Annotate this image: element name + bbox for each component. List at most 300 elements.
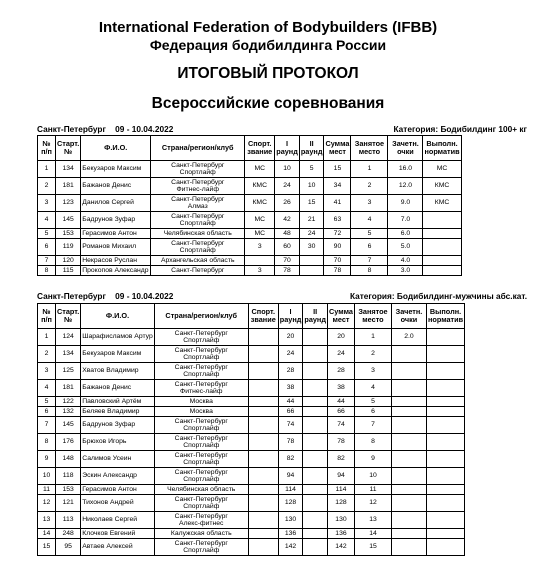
column-header: I раунд <box>275 136 300 161</box>
club-line: Спортлайф <box>183 425 220 432</box>
cell-place: 15 <box>354 539 391 556</box>
cell-sum: 74 <box>327 417 354 434</box>
cell-start: 119 <box>56 239 81 256</box>
cell-r2: 5 <box>299 161 324 178</box>
cell-place: 8 <box>354 434 391 451</box>
cell-r1: 114 <box>278 485 303 495</box>
cell-place: 6 <box>354 407 391 417</box>
cell-points <box>391 451 426 468</box>
cell-sum: 41 <box>324 195 351 212</box>
cell-place: 10 <box>354 468 391 485</box>
cell-club <box>154 512 248 529</box>
club-line: Спортлайф <box>183 354 220 361</box>
cell-start: 121 <box>56 495 81 512</box>
cell-name: Автаев Алексей <box>81 539 155 556</box>
cell-n: 7 <box>38 256 56 266</box>
cell-start: 115 <box>56 266 81 276</box>
cell-rank: МС <box>245 212 275 229</box>
table-row <box>38 512 465 529</box>
cell-club <box>154 485 248 495</box>
cell-r1: 66 <box>278 407 303 417</box>
column-header: I раунд <box>278 304 303 329</box>
cell-points: 3.0 <box>388 266 423 276</box>
cell-rank <box>248 397 278 407</box>
cell-place: 1 <box>351 161 388 178</box>
cell-name: Бажанов Денис <box>81 178 151 195</box>
cell-club <box>151 229 245 239</box>
cell-r2 <box>303 539 328 556</box>
cell-start: 145 <box>56 212 81 229</box>
table-row <box>38 229 462 239</box>
cell-name: Некрасов Руслан <box>81 256 151 266</box>
cell-r2 <box>299 256 324 266</box>
club-line: Спортлайф <box>179 247 216 254</box>
results-table-100plus <box>37 135 462 276</box>
cell-r2 <box>303 407 328 417</box>
cell-place: 4 <box>351 212 388 229</box>
table-row <box>38 529 465 539</box>
cell-place: 3 <box>351 195 388 212</box>
cell-norm <box>426 451 464 468</box>
cell-place: 5 <box>354 397 391 407</box>
cell-place: 13 <box>354 512 391 529</box>
column-header: Страна/регион/клуб <box>154 304 248 329</box>
cell-sum: 78 <box>327 434 354 451</box>
cell-norm <box>426 329 464 346</box>
club-line: Санкт-Петербург <box>174 451 228 459</box>
cell-norm <box>426 417 464 434</box>
cell-rank <box>248 380 278 397</box>
club-line: Москва <box>189 397 213 405</box>
cell-r2: 24 <box>299 229 324 239</box>
table-header-row <box>38 304 465 329</box>
competition-title: Всероссийские соревнования <box>151 95 385 112</box>
cell-points <box>391 417 426 434</box>
cell-name: Бажанов Денис <box>81 380 155 397</box>
table-row <box>38 239 462 256</box>
cell-start: 132 <box>56 407 81 417</box>
cell-name: Николаев Сергей <box>81 512 155 529</box>
cell-rank: КМС <box>245 195 275 212</box>
cell-points <box>391 529 426 539</box>
cell-club <box>154 329 248 346</box>
cell-sum: 44 <box>327 397 354 407</box>
cell-r1: 136 <box>278 529 303 539</box>
cell-points: 6.0 <box>388 229 423 239</box>
cell-n: 5 <box>38 397 56 407</box>
cell-rank <box>248 346 278 363</box>
cell-sum: 20 <box>327 329 354 346</box>
cell-norm <box>426 397 464 407</box>
cell-club <box>151 195 245 212</box>
cell-points: 2.0 <box>391 329 426 346</box>
cell-r1: 38 <box>278 380 303 397</box>
cell-start: 248 <box>56 529 81 539</box>
column-header: II раунд <box>303 304 328 329</box>
table-row <box>38 346 465 363</box>
cell-place: 14 <box>354 529 391 539</box>
cell-points <box>391 434 426 451</box>
cell-r1: 24 <box>275 178 300 195</box>
cell-n: 13 <box>38 512 56 529</box>
federation-title-ru: Федерация бодибилдинга России <box>149 37 387 53</box>
cell-points <box>391 363 426 380</box>
cell-sum: 94 <box>327 468 354 485</box>
cell-start: 122 <box>56 397 81 407</box>
cell-r2: 30 <box>299 239 324 256</box>
cell-r2 <box>303 451 328 468</box>
cell-sum: 38 <box>327 380 354 397</box>
cell-start: 153 <box>56 229 81 239</box>
cell-place: 11 <box>354 485 391 495</box>
cell-norm <box>426 468 464 485</box>
cell-n: 14 <box>38 529 56 539</box>
cell-norm <box>423 229 461 239</box>
cell-place: 2 <box>351 178 388 195</box>
cell-place: 1 <box>354 329 391 346</box>
cell-name: Данилов Сергей <box>81 195 151 212</box>
cell-place: 4 <box>354 380 391 397</box>
cell-club <box>154 468 248 485</box>
cell-n: 7 <box>38 417 56 434</box>
cell-club <box>154 397 248 407</box>
table-row <box>38 380 465 397</box>
cell-n: 9 <box>38 451 56 468</box>
cell-points: 7.0 <box>388 212 423 229</box>
club-line: Санкт-Петербург <box>174 495 228 503</box>
cell-points: 9.0 <box>388 195 423 212</box>
cell-norm <box>426 485 464 495</box>
table-row <box>38 485 465 495</box>
cell-club <box>154 380 248 397</box>
cell-r1: 128 <box>278 495 303 512</box>
table-row <box>38 178 462 195</box>
cell-place: 7 <box>354 417 391 434</box>
column-header: Старт. № <box>56 136 81 161</box>
column-header: Зачетн. очки <box>388 136 423 161</box>
cell-start: 118 <box>56 468 81 485</box>
cell-norm <box>426 434 464 451</box>
cell-points <box>391 397 426 407</box>
cell-name: Брюхов Игорь <box>81 434 155 451</box>
cell-name: Салимов Усеин <box>81 451 155 468</box>
cell-points <box>391 512 426 529</box>
cell-club <box>151 161 245 178</box>
cell-r2 <box>299 266 324 276</box>
cell-rank <box>248 434 278 451</box>
cell-rank <box>248 539 278 556</box>
cell-rank <box>248 407 278 417</box>
cell-n: 12 <box>38 495 56 512</box>
section1-info <box>37 124 527 134</box>
cell-name: Бадрунов Зуфар <box>81 212 151 229</box>
cell-start: 134 <box>56 161 81 178</box>
column-header: Старт. № <box>56 304 81 329</box>
club-line: Санкт-Петербург <box>174 417 228 425</box>
cell-r1: 94 <box>278 468 303 485</box>
cell-start: 95 <box>56 539 81 556</box>
cell-name: Бекузаров Максим <box>81 161 151 178</box>
cell-n: 3 <box>38 195 56 212</box>
cell-points <box>391 539 426 556</box>
club-line: Спортлайф <box>183 503 220 510</box>
cell-r1: 82 <box>278 451 303 468</box>
cell-sum: 72 <box>324 229 351 239</box>
cell-norm <box>423 266 461 276</box>
club-line: Спортлайф <box>183 442 220 449</box>
cell-start: 153 <box>56 485 81 495</box>
cell-start: 176 <box>56 434 81 451</box>
section2-info <box>37 291 527 301</box>
cell-club <box>154 529 248 539</box>
cell-r2: 10 <box>299 178 324 195</box>
section1-category: Категория: Бодибилдинг 100+ кг <box>393 124 527 134</box>
cell-place: 5 <box>351 229 388 239</box>
cell-norm <box>426 539 464 556</box>
club-line: Санкт-Петербург <box>171 195 225 203</box>
cell-n: 4 <box>38 380 56 397</box>
column-header: № п/п <box>38 304 56 329</box>
cell-points <box>391 380 426 397</box>
cell-rank <box>248 512 278 529</box>
cell-sum: 136 <box>327 529 354 539</box>
cell-norm: МС <box>423 161 461 178</box>
cell-r1: 60 <box>275 239 300 256</box>
cell-place: 6 <box>351 239 388 256</box>
cell-n: 1 <box>38 329 56 346</box>
cell-rank: МС <box>245 229 275 239</box>
cell-club <box>151 178 245 195</box>
cell-r2 <box>303 468 328 485</box>
table-row <box>38 212 462 229</box>
cell-sum: 142 <box>327 539 354 556</box>
column-header: Занятое место <box>351 136 388 161</box>
cell-rank <box>248 329 278 346</box>
cell-start: 120 <box>56 256 81 266</box>
cell-n: 5 <box>38 229 56 239</box>
cell-sum: 70 <box>324 256 351 266</box>
cell-name: Бадрунов Зуфар <box>81 417 155 434</box>
cell-r1: 20 <box>278 329 303 346</box>
cell-start: 123 <box>56 195 81 212</box>
cell-club <box>154 539 248 556</box>
cell-r1: 78 <box>275 266 300 276</box>
cell-r2 <box>303 380 328 397</box>
club-line: Санкт-Петербург <box>171 178 225 186</box>
table-row <box>38 407 465 417</box>
cell-rank <box>248 451 278 468</box>
club-line: Санкт-Петербург <box>174 363 228 371</box>
cell-rank <box>248 468 278 485</box>
cell-r2 <box>303 495 328 512</box>
club-line: Санкт-Петербург <box>171 212 225 220</box>
club-line: Спортлайф <box>183 371 220 378</box>
cell-norm <box>426 512 464 529</box>
column-header: Спорт. звание <box>245 136 275 161</box>
column-header: Сумма мест <box>327 304 354 329</box>
cell-sum: 128 <box>327 495 354 512</box>
cell-sum: 34 <box>324 178 351 195</box>
cell-r2 <box>303 417 328 434</box>
cell-start: 113 <box>56 512 81 529</box>
cell-r2 <box>303 485 328 495</box>
club-line: Архангельская область <box>160 256 235 264</box>
club-line: Спортлайф <box>183 547 220 554</box>
column-header: Выполн. норматив <box>426 304 464 329</box>
cell-name: Беляев Владимир <box>81 407 155 417</box>
column-header: Спорт. звание <box>248 304 278 329</box>
cell-r2 <box>303 512 328 529</box>
cell-r2: 15 <box>299 195 324 212</box>
table-header-row <box>38 136 462 161</box>
cell-n: 3 <box>38 363 56 380</box>
cell-r1: 26 <box>275 195 300 212</box>
cell-name: Бекузаров Максим <box>81 346 155 363</box>
club-line: Санкт-Петербург <box>171 161 225 169</box>
table-row <box>38 539 465 556</box>
cell-club <box>151 266 245 276</box>
cell-points: 4.0 <box>388 256 423 266</box>
cell-name: Павловский Артём <box>81 397 155 407</box>
cell-rank: 3 <box>245 266 275 276</box>
cell-sum: 28 <box>327 363 354 380</box>
cell-norm <box>426 346 464 363</box>
cell-rank: КМС <box>245 178 275 195</box>
cell-norm <box>426 363 464 380</box>
cell-place: 12 <box>354 495 391 512</box>
cell-points: 12.0 <box>388 178 423 195</box>
cell-points: 5.0 <box>388 239 423 256</box>
club-line: Алмаз <box>187 203 208 210</box>
federation-title-en: International Federation of Bodybuilders (IFBB) <box>98 19 438 36</box>
cell-points: 16.0 <box>388 161 423 178</box>
club-line: Санкт-Петербург <box>174 329 228 337</box>
cell-n: 4 <box>38 212 56 229</box>
club-line: Москва <box>189 407 213 415</box>
cell-club <box>154 495 248 512</box>
cell-n: 15 <box>38 539 56 556</box>
cell-norm <box>426 380 464 397</box>
club-line: Спортлайф <box>183 459 220 466</box>
table-row <box>38 434 465 451</box>
cell-name: Романов Михаил <box>81 239 151 256</box>
club-line: Санкт-Петербург <box>174 512 228 520</box>
column-header: Зачетн. очки <box>391 304 426 329</box>
column-header: № п/п <box>38 136 56 161</box>
cell-rank <box>248 495 278 512</box>
column-header: Выполн. норматив <box>423 136 461 161</box>
column-header: Ф.И.О. <box>81 304 155 329</box>
cell-r1: 70 <box>275 256 300 266</box>
cell-club <box>154 407 248 417</box>
cell-name: Прокопов Александр <box>81 266 151 276</box>
cell-r2 <box>303 529 328 539</box>
table-row <box>38 329 465 346</box>
protocol-title: ИТОГОВЫЙ ПРОТОКОЛ <box>177 65 359 82</box>
club-line: Спортлайф <box>183 337 220 344</box>
cell-norm <box>423 256 461 266</box>
cell-sum: 15 <box>324 161 351 178</box>
club-line: Санкт-Петербург <box>174 434 228 442</box>
table-row <box>38 417 465 434</box>
table-row <box>38 363 465 380</box>
section1-place-date: Санкт-Петербург 09 - 10.04.2022 <box>37 124 174 134</box>
club-line: Фитнес-лайф <box>180 388 223 395</box>
cell-name: Эскин Александр <box>81 468 155 485</box>
cell-start: 181 <box>56 380 81 397</box>
club-line: Фитнес-лайф <box>176 186 219 193</box>
cell-norm: КМС <box>423 195 461 212</box>
cell-r2 <box>303 397 328 407</box>
cell-rank <box>248 363 278 380</box>
cell-sum: 78 <box>324 266 351 276</box>
club-line: Санкт-Петербург <box>171 239 225 247</box>
cell-n: 10 <box>38 468 56 485</box>
cell-r1: 48 <box>275 229 300 239</box>
cell-name: Тихонов Андрей <box>81 495 155 512</box>
column-header: Страна/регион/клуб <box>151 136 245 161</box>
cell-sum: 114 <box>327 485 354 495</box>
cell-club <box>151 256 245 266</box>
cell-r1: 130 <box>278 512 303 529</box>
cell-sum: 90 <box>324 239 351 256</box>
cell-club <box>154 434 248 451</box>
club-line: Челябинская область <box>167 485 236 493</box>
table-row <box>38 195 462 212</box>
cell-name: Клочков Евгений <box>81 529 155 539</box>
cell-start: 134 <box>56 346 81 363</box>
cell-club <box>154 451 248 468</box>
cell-name: Шарафисламов Артур <box>81 329 155 346</box>
cell-place: 7 <box>351 256 388 266</box>
club-line: Санкт-Петербург <box>171 266 225 274</box>
cell-r2 <box>303 363 328 380</box>
cell-start: 148 <box>56 451 81 468</box>
cell-place: 3 <box>354 363 391 380</box>
cell-points <box>391 485 426 495</box>
cell-points <box>391 495 426 512</box>
club-line: Санкт-Петербург <box>174 468 228 476</box>
club-line: Алекс-фитнес <box>179 520 224 527</box>
cell-rank <box>248 417 278 434</box>
cell-norm: КМС <box>423 178 461 195</box>
cell-name: Герасимов Антон <box>81 485 155 495</box>
cell-place: 8 <box>351 266 388 276</box>
cell-r1: 44 <box>278 397 303 407</box>
cell-sum: 130 <box>327 512 354 529</box>
cell-rank <box>248 485 278 495</box>
cell-points <box>391 346 426 363</box>
cell-start: 181 <box>56 178 81 195</box>
club-line: Санкт-Петербург <box>174 346 228 354</box>
cell-n: 1 <box>38 161 56 178</box>
table-row <box>38 161 462 178</box>
cell-r1: 74 <box>278 417 303 434</box>
cell-rank: МС <box>245 161 275 178</box>
column-header: Занятое место <box>354 304 391 329</box>
cell-n: 2 <box>38 178 56 195</box>
cell-name: Герасимов Антон <box>81 229 151 239</box>
cell-sum: 82 <box>327 451 354 468</box>
cell-place: 9 <box>354 451 391 468</box>
table-row <box>38 256 462 266</box>
cell-club <box>154 346 248 363</box>
table-row <box>38 266 462 276</box>
cell-n: 8 <box>38 434 56 451</box>
cell-norm <box>426 495 464 512</box>
club-line: Санкт-Петербург <box>174 539 228 547</box>
cell-sum: 63 <box>324 212 351 229</box>
